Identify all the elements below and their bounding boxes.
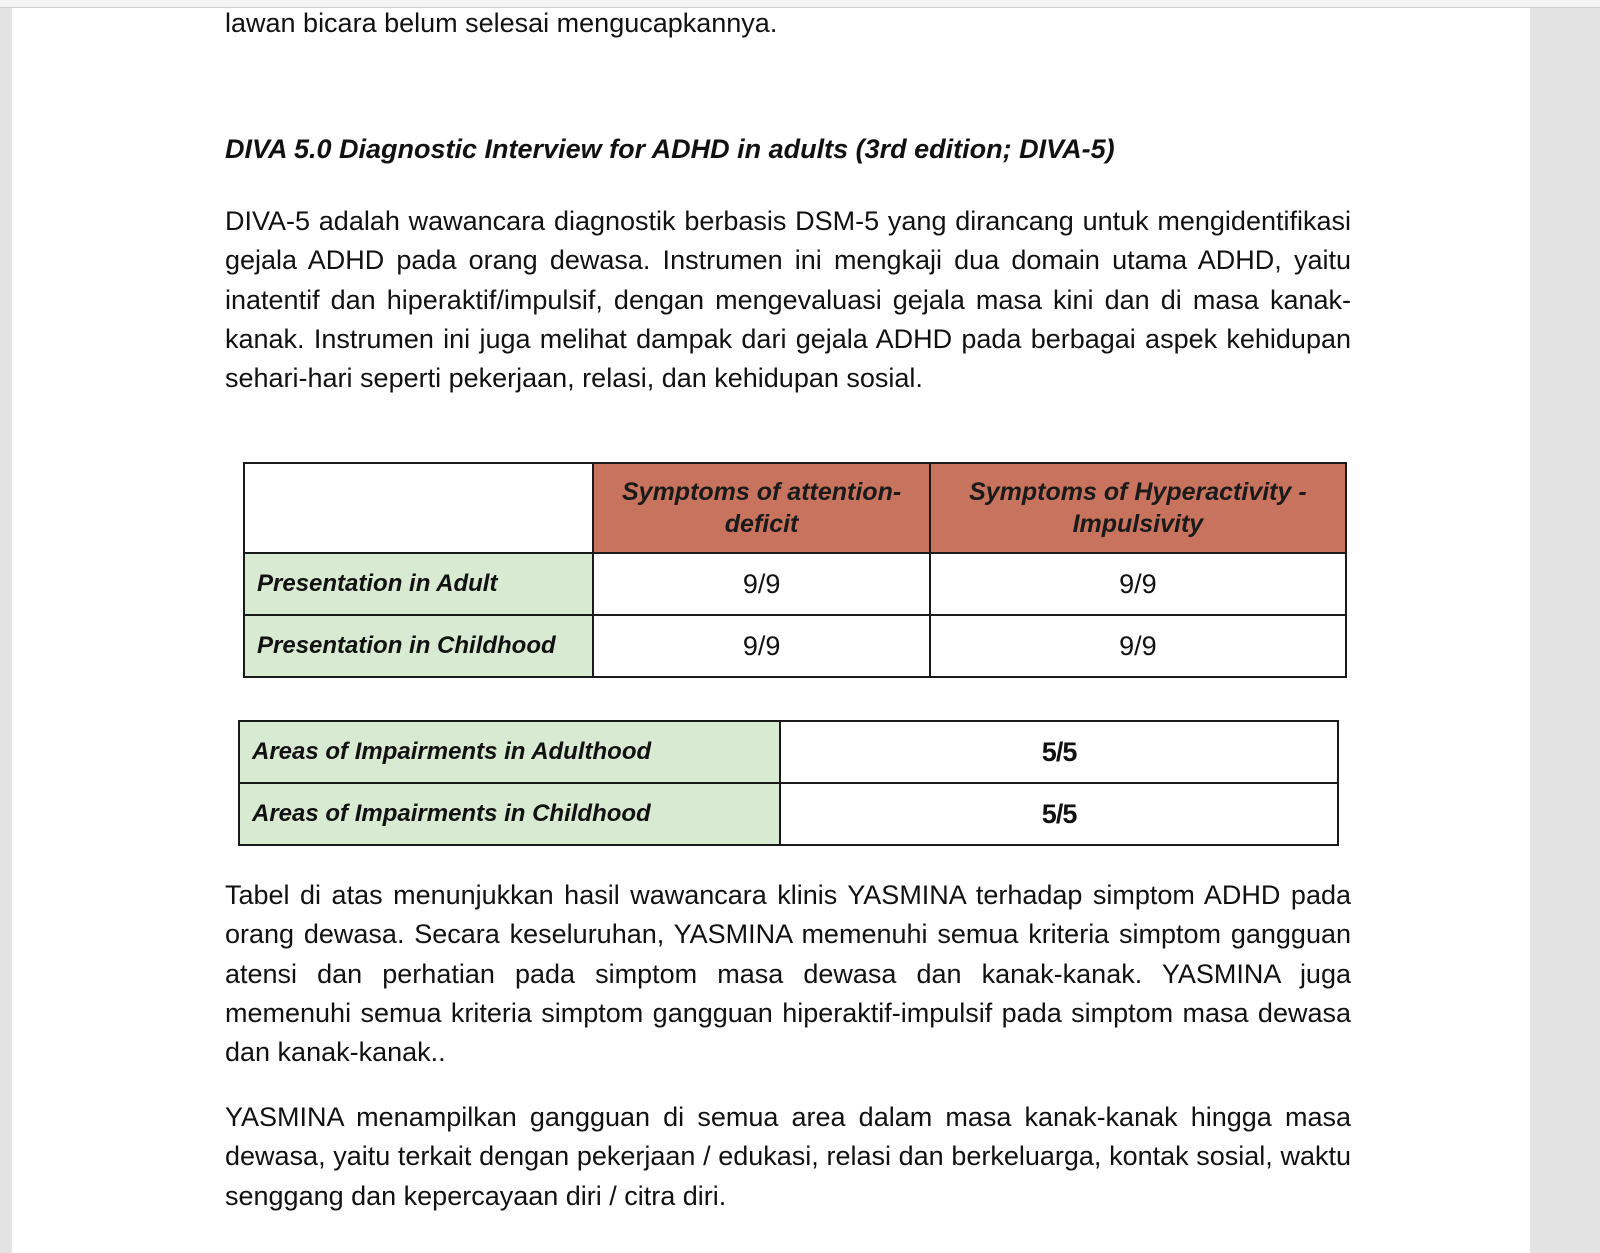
impairments-table [238,720,1339,846]
window-top-edge [0,0,1600,8]
results-paragraph: Tabel di atas menunjukkan hasil wawancara klinis YASMINA terhadap simptom ADHD pada orang dewasa. Secara keseluruhan, YASMINA memenuhi semua kriteria simptom gangguan atensi dan perhatian pada simptom masa dewasa dan kanak-kanak. YASMINA juga memenuhi semua kriteria simptom gangguan hiperaktif-impulsif pada simptom masa dewasa dan kanak-kanak.. [225,880,1351,1068]
row-label: Areas of Impairments in Childhood [239,783,780,845]
impairment-value: 5/5 [780,721,1338,783]
hyperactivity-value: 9/9 [930,553,1346,615]
document-page [12,8,1530,1253]
header-cell-attention-deficit: Symptoms of attention-deficit [593,463,929,553]
attention-value: 9/9 [593,553,929,615]
intro-paragraph: DIVA-5 adalah wawancara diagnostik berbasis DSM-5 yang dirancang untuk mengidentifikasi gejala ADHD pada orang dewasa. Instrumen ini mengkaji dua domain utama ADHD, yaitu inatentif dan hiperaktif/impulsif, dengan mengevaluasi gejala masa kini dan di masa kanak-kanak. Instrumen ini juga melihat dampak dari gejala ADHD pada berbagai aspek kehidupan sehari-hari seperti pekerjaan, relasi, dan kehidupan sosial. [225,206,1351,394]
row-label: Areas of Impairments in Adulthood [239,721,780,783]
header-cell-hyperactivity: Symptoms of Hyperactivity - Impulsivity [930,463,1346,553]
table-row [244,553,1346,615]
impairments-paragraph: YASMINA menampilkan gangguan di semua area dalam masa kanak-kanak hingga masa dewasa, yaitu terkait dengan pekerjaan / edukasi, relasi dan berkeluarga, kontak sosial, waktu senggang dan kepercayaan diri / citra diri. [225,1102,1351,1211]
table-row [239,783,1338,845]
row-label: Presentation in Childhood [244,615,593,677]
previous-paragraph-fragment: lawan bicara belum selesai mengucapkannya. [225,8,778,38]
symptoms-table-header-row [244,463,1346,553]
header-cell-empty [244,463,593,553]
row-label: Presentation in Adult [244,553,593,615]
scrollbar-gutter[interactable] [1530,8,1600,1253]
symptoms-table [243,462,1347,678]
impairment-value: 5/5 [780,783,1338,845]
section-heading: DIVA 5.0 Diagnostic Interview for ADHD in adults (3rd edition; DIVA-5) [225,134,1115,164]
attention-value: 9/9 [593,615,929,677]
hyperactivity-value: 9/9 [930,615,1346,677]
table-row [244,615,1346,677]
table-row [239,721,1338,783]
